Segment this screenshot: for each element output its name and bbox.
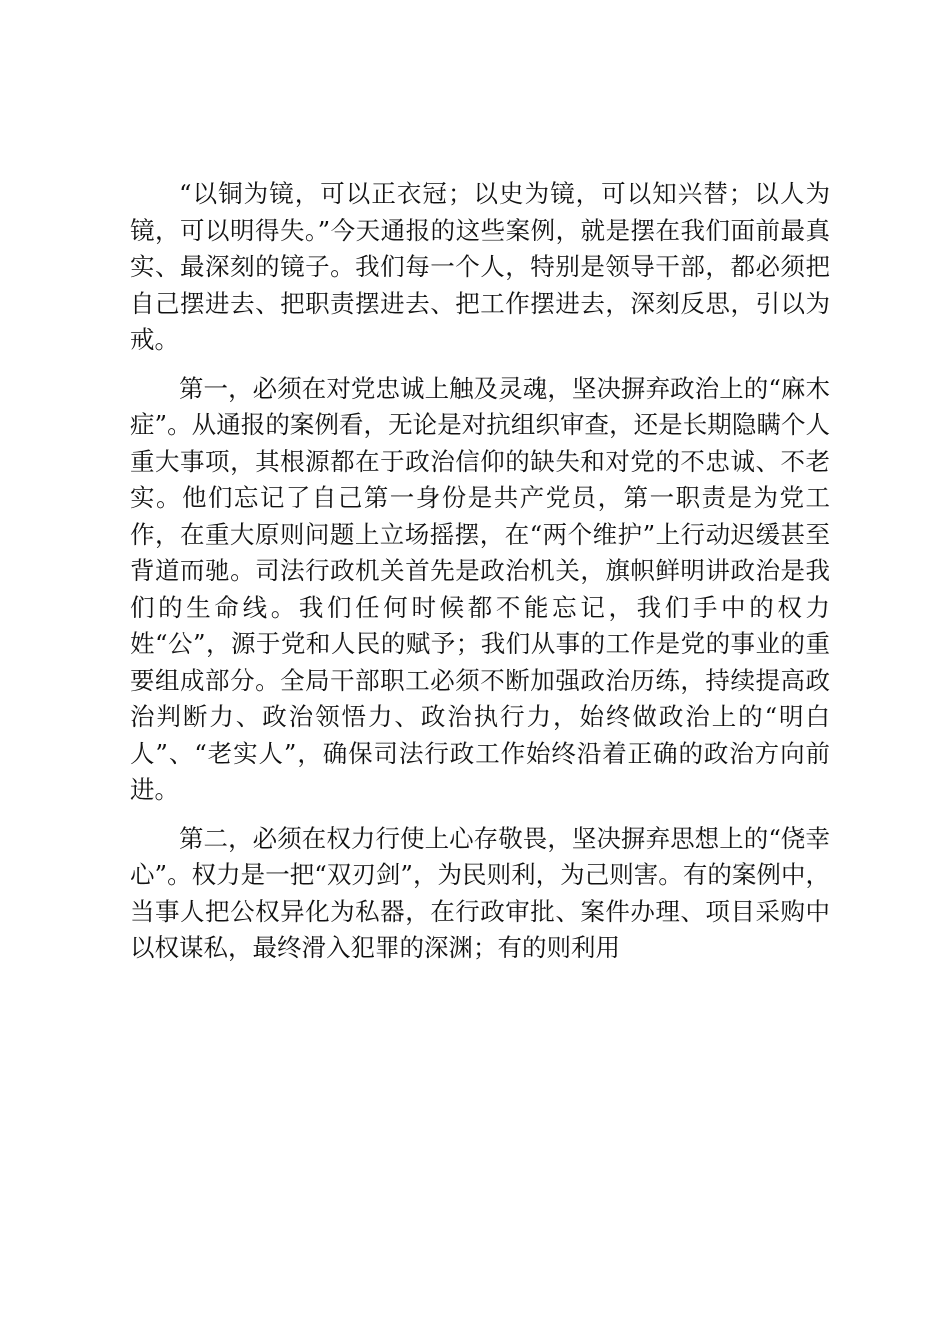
document-body (130, 176, 830, 967)
paragraph-point-one: 第一，必须在对党忠诚上触及灵魂，坚决摒弃政治上的“麻木症”。从通报的案例看，无论是对抗组织审查，还是长期隐瞒个人重大事项，其根源都在于政治信仰的缺失和对党的不忠诚、不老实。他们忘记了自己第一身份是共产党员，第一职责是为党工作，在重大原则问题上立场摇摆，在“两个维护”上行动迟缓甚至背道而驰。司法行政机关首先是政治机关，旗帜鲜明讲政治是我们的生命线。我们任何时候都不能忘记，我们手中的权力姓“公”，源于党和人民的赋予；我们从事的工作是党的事业的重要组成部分。全局干部职工必须不断加强政治历练，持续提高政治判断力、政治领悟力、政治执行力，始终做政治上的“明白人”、“老实人”，确保司法行政工作始终沿着正确的政治方向前进。 (130, 373, 830, 804)
paragraph-mirror-quote: “以铜为镜，可以正衣冠；以史为镜，可以知兴替；以人为镜，可以明得失。”今天通报的这些案例，就是摆在我们面前最真实、最深刻的镜子。我们每一个人，特别是领导干部，都必须把自己摆进去、把职责摆进去、把工作摆进去，深刻反思，引以为戒。 (130, 179, 830, 354)
paragraph-point-two: 第二，必须在权力行使上心存敬畏，坚决摒弃思想上的“侥幸心”。权力是一把“双刃剑”，为民则利，为己则害。有的案例中，当事人把公权异化为私器，在行政审批、案件办理、项目采购中以权谋私，最终滑入犯罪的深渊；有的则利用 (130, 823, 830, 962)
